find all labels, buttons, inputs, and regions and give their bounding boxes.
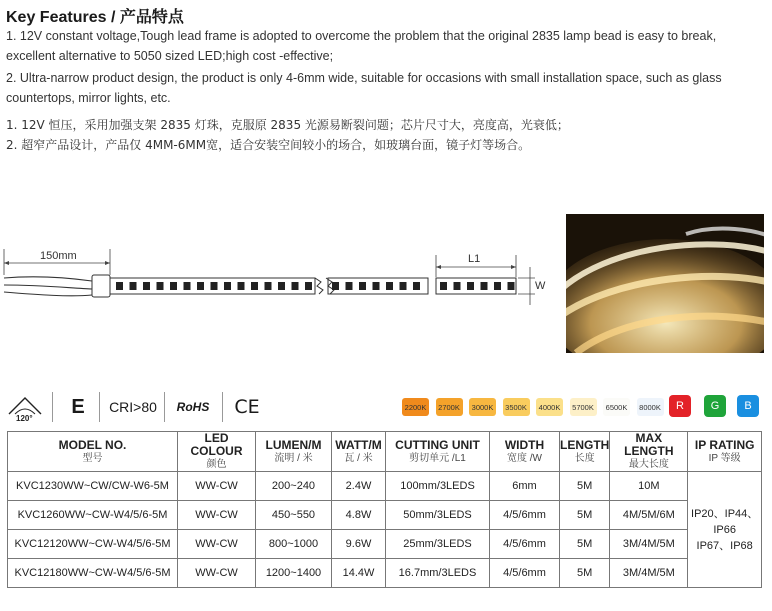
column-header (8, 432, 178, 472)
table-cell: 14.4W (332, 559, 386, 588)
table-cell: 100mm/3LEDS (386, 472, 490, 501)
table-cell: KVC1260WW~CW-W4/5/6-5M (8, 501, 178, 530)
column-header-en: CUTTING UNIT (395, 437, 480, 452)
icon-divider (164, 392, 165, 422)
rgb-chip-b: B (737, 395, 759, 417)
strip-led (332, 282, 339, 290)
ip-rating-line: IP20、IP44、IP66 (691, 507, 759, 536)
energy-icon: E (71, 395, 85, 418)
table-cell: WW-CW (178, 501, 256, 530)
feature-en-line-1: 1. 12V constant voltage,Tough lead frame is adopted to overcome the problem that the original 2835 lamp bead is easy to break, (6, 29, 717, 43)
column-header-cn: 瓦 / 米 (344, 452, 373, 464)
column-header (332, 432, 386, 472)
feature-en-line-2: excellent alternative to 5050 sized LED;high cost -effective; (6, 49, 334, 63)
strip-led (251, 282, 258, 290)
table-cell: 4.8W (332, 501, 386, 530)
table-cell: 200~240 (256, 472, 332, 501)
strip-led (305, 282, 312, 290)
table-cell: 25mm/3LEDS (386, 530, 490, 559)
column-header (256, 432, 332, 472)
page-title: Key Features / 产品特点 (6, 9, 184, 26)
strip-led (238, 282, 245, 290)
feature-en-line-4: countertops, mirror lights, etc. (6, 91, 171, 105)
strip-dimension-drawing (0, 245, 560, 315)
column-header (610, 432, 688, 472)
rgb-chip-g: G (704, 395, 726, 417)
strip-led (454, 282, 461, 290)
led-strip-photo (566, 214, 764, 353)
icon-divider (99, 392, 100, 422)
strip-led (197, 282, 204, 290)
table-cell: 50mm/3LEDS (386, 501, 490, 530)
table-cell: 5M (560, 501, 610, 530)
strip-led (211, 282, 218, 290)
column-header-cn: 长度 (574, 452, 595, 464)
strip-led (373, 282, 380, 290)
table-cell: KVC12180WW~CW-W4/5/6-5M (8, 559, 178, 588)
column-header-en: WIDTH (504, 437, 545, 452)
table-cell: 10M (610, 472, 688, 501)
column-header-en: WATT/M (335, 437, 382, 452)
rgb-chip-r: R (669, 395, 691, 417)
column-header-cn: 剪切单元 /L1 (409, 452, 466, 464)
table-cell: 5M (560, 559, 610, 588)
feature-en-line-3: 2. Ultra-narrow product design, the product is only 4-6mm wide, suitable for occasions with small installation space, such as glass (6, 71, 722, 85)
column-header-cn: 最大长度 (628, 459, 669, 470)
column-header-cn: 宽度 /W (507, 452, 542, 464)
rohs-label: RoHS (176, 400, 210, 414)
table-cell: 4/5/6mm (490, 559, 560, 588)
strip-led (400, 282, 407, 290)
strip-led (157, 282, 164, 290)
table-cell: 450~550 (256, 501, 332, 530)
table-cell: 4M/5M/6M (610, 501, 688, 530)
rohs-icon (170, 392, 216, 422)
column-header-en: MODEL NO. (58, 437, 127, 452)
ip-rating-line: IP67、IP68 (696, 539, 753, 552)
color-temp-chip: 3000K (469, 398, 496, 416)
table-cell: 4/5/6mm (490, 530, 560, 559)
strip-led (413, 282, 420, 290)
strip-led (481, 282, 488, 290)
column-header-en: LUMEN/M (265, 437, 322, 452)
strip-led (494, 282, 501, 290)
table-cell: WW-CW (178, 559, 256, 588)
strip-led (265, 282, 272, 290)
beam-angle-icon (6, 392, 44, 422)
color-temp-chip: 4000K (536, 398, 563, 416)
strip-led (346, 282, 353, 290)
table-cell: 800~1000 (256, 530, 332, 559)
table-cell: 1200~1400 (256, 559, 332, 588)
beam-angle-label: 120° (16, 414, 33, 422)
strip-led (224, 282, 231, 290)
icon-divider (222, 392, 223, 422)
table-cell: 6mm (490, 472, 560, 501)
ce-icon: CE (234, 396, 260, 418)
column-header (560, 432, 610, 472)
strip-led (116, 282, 123, 290)
strip-led (508, 282, 515, 290)
ip-rating-cell (688, 472, 762, 588)
strip-led (184, 282, 191, 290)
column-header-cn: IP 等级 (708, 452, 741, 464)
column-header-cn: 型号 (82, 452, 103, 464)
strip-led (143, 282, 150, 290)
table-cell: WW-CW (178, 530, 256, 559)
strip-led (359, 282, 366, 290)
table-cell: 2.4W (332, 472, 386, 501)
lead-length-label: 150mm (40, 250, 77, 262)
table-cell: 16.7mm/3LEDS (386, 559, 490, 588)
table-row (8, 559, 762, 588)
color-temp-chip: 3500K (503, 398, 530, 416)
table-cell: 5M (560, 472, 610, 501)
column-header-cn: 颜色 (206, 459, 227, 470)
column-header-en: LENGTH (560, 437, 610, 452)
strip-led (170, 282, 177, 290)
table-cell: WW-CW (178, 472, 256, 501)
strip-led (278, 282, 285, 290)
table-cell: 3M/4M/5M (610, 559, 688, 588)
column-header-en: LED COLOUR (190, 431, 243, 458)
table-row (8, 501, 762, 530)
strip-led (292, 282, 299, 290)
table-cell: KVC12120WW~CW-W4/5/6-5M (8, 530, 178, 559)
strip-led (440, 282, 447, 290)
column-header-en: MAX LENGTH (624, 431, 674, 458)
table-cell: 4/5/6mm (490, 501, 560, 530)
table-cell: 3M/4M/5M (610, 530, 688, 559)
strip-led (130, 282, 137, 290)
table-cell: KVC1230WW~CW/CW-W6-5M (8, 472, 178, 501)
width-label: W (535, 280, 546, 292)
column-header-en: IP RATING (694, 437, 755, 452)
table-header-row (8, 432, 762, 472)
color-temp-chip: 2200K (402, 398, 429, 416)
table-row (8, 530, 762, 559)
column-header-cn: 流明 / 米 (274, 452, 313, 464)
column-header (688, 432, 762, 472)
color-temp-chip: 8000K (637, 398, 664, 416)
column-header (178, 432, 256, 472)
color-temp-chip: 5700K (570, 398, 597, 416)
color-temp-chip: 2700K (436, 398, 463, 416)
column-header (490, 432, 560, 472)
strip-led (386, 282, 393, 290)
spec-table (7, 431, 762, 588)
table-row (8, 472, 762, 501)
unit-length-label: L1 (468, 253, 481, 265)
cri-icon: CRI>80 (109, 399, 157, 415)
strip-led (467, 282, 474, 290)
feature-cn-line-1: 1. 12V 恒压，采用加强支架 2835 灯珠，克服原 2835 光源易断裂问题；芯片尺寸大，亮度高，光衰低； (6, 118, 569, 132)
table-cell: 5M (560, 530, 610, 559)
color-temp-chip: 6500K (603, 398, 630, 416)
column-header (386, 432, 490, 472)
feature-cn-line-2: 2. 超窄产品设计，产品仅 4MM-6MM宽，适合安装空间较小的场合，如玻璃台面，镜子灯等场合。 (6, 138, 531, 152)
icon-divider (52, 392, 53, 422)
table-cell: 9.6W (332, 530, 386, 559)
